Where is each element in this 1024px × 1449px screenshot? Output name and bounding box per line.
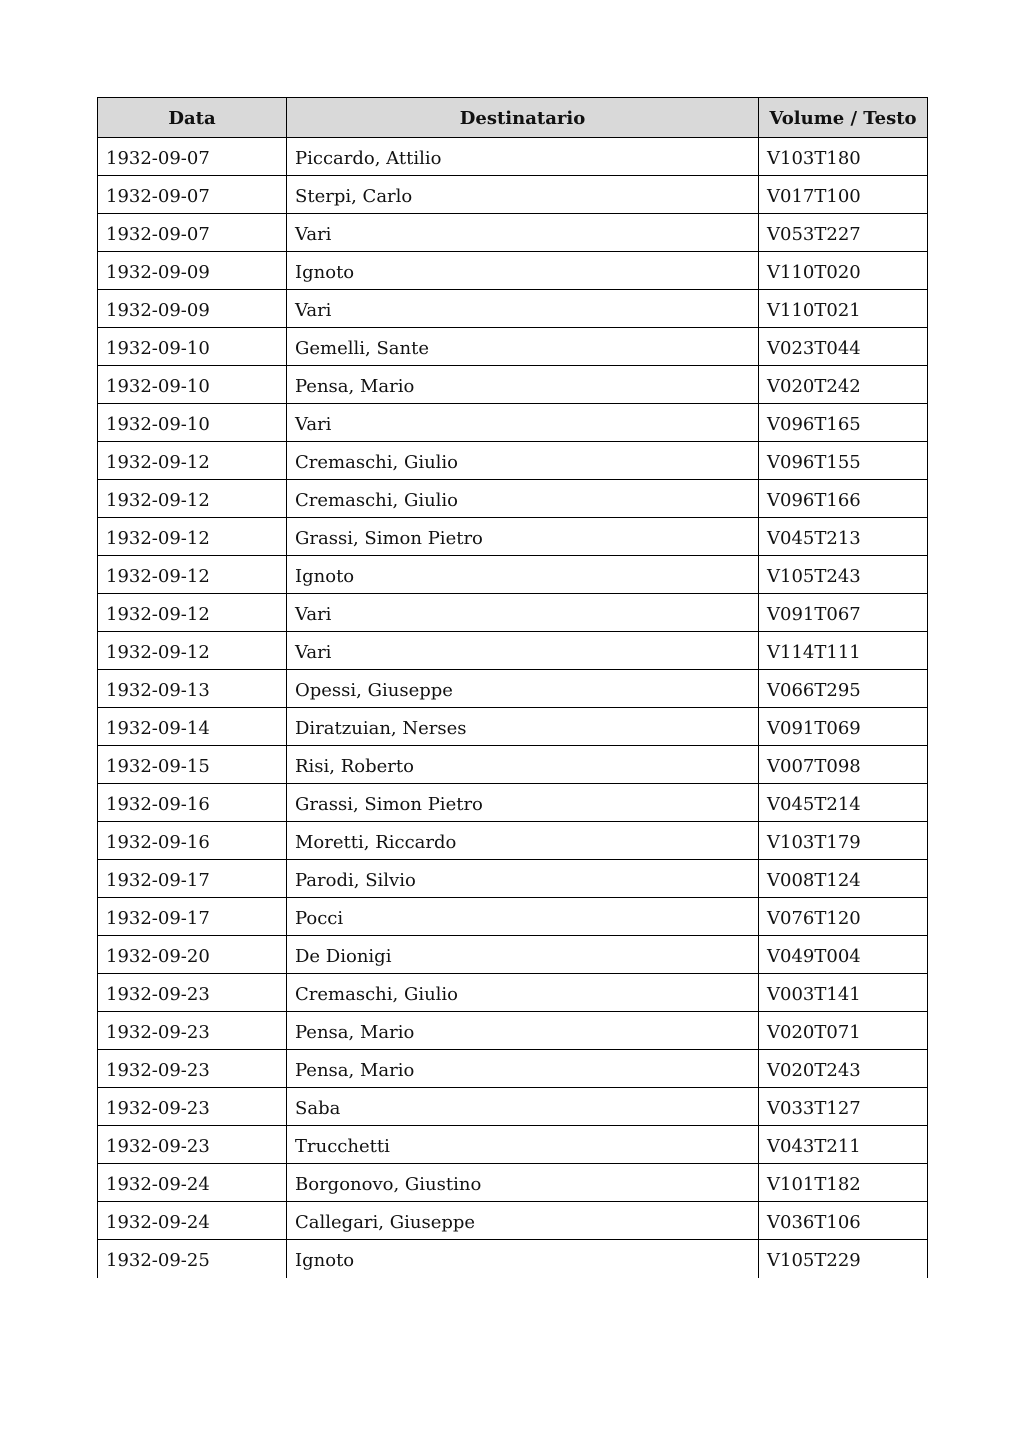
table-body <box>98 138 928 1278</box>
recipient-cell: Vari <box>287 214 759 252</box>
table-row <box>98 442 928 480</box>
date-cell: 1932-09-16 <box>98 822 287 860</box>
volume-text-cell: V105T229 <box>759 1240 928 1278</box>
date-cell: 1932-09-12 <box>98 632 287 670</box>
date-cell: 1932-09-24 <box>98 1202 287 1240</box>
volume-text-cell: V066T295 <box>759 670 928 708</box>
date-cell: 1932-09-12 <box>98 594 287 632</box>
date-cell: 1932-09-07 <box>98 176 287 214</box>
volume-text-cell: V053T227 <box>759 214 928 252</box>
table-row <box>98 1126 928 1164</box>
date-cell: 1932-09-23 <box>98 974 287 1012</box>
table-row <box>98 822 928 860</box>
table-row <box>98 1012 928 1050</box>
table-row <box>98 138 928 176</box>
recipient-cell: Ignoto <box>287 252 759 290</box>
recipient-cell: Pensa, Mario <box>287 366 759 404</box>
recipient-cell: Vari <box>287 404 759 442</box>
date-cell: 1932-09-10 <box>98 404 287 442</box>
recipient-cell: Vari <box>287 290 759 328</box>
volume-text-cell: V103T179 <box>759 822 928 860</box>
letters-table <box>97 97 928 1278</box>
date-cell: 1932-09-16 <box>98 784 287 822</box>
volume-text-cell: V033T127 <box>759 1088 928 1126</box>
volume-text-cell: V007T098 <box>759 746 928 784</box>
table-row <box>98 290 928 328</box>
volume-text-cell: V091T069 <box>759 708 928 746</box>
date-cell: 1932-09-13 <box>98 670 287 708</box>
table-row <box>98 1088 928 1126</box>
recipient-cell: Trucchetti <box>287 1126 759 1164</box>
volume-text-cell: V103T180 <box>759 138 928 176</box>
volume-text-cell: V045T213 <box>759 518 928 556</box>
volume-text-cell: V003T141 <box>759 974 928 1012</box>
recipient-cell: De Dionigi <box>287 936 759 974</box>
date-cell: 1932-09-23 <box>98 1012 287 1050</box>
table-row <box>98 784 928 822</box>
table-row <box>98 518 928 556</box>
table-row <box>98 936 928 974</box>
table-row <box>98 860 928 898</box>
table-row <box>98 594 928 632</box>
table-row <box>98 214 928 252</box>
volume-text-cell: V020T071 <box>759 1012 928 1050</box>
recipient-cell: Pocci <box>287 898 759 936</box>
recipient-cell: Gemelli, Sante <box>287 328 759 366</box>
recipient-cell: Callegari, Giuseppe <box>287 1202 759 1240</box>
table-header-row <box>98 98 928 138</box>
column-header-volume-text: Volume / Testo <box>759 98 928 138</box>
recipient-cell: Diratzuian, Nerses <box>287 708 759 746</box>
table-row <box>98 670 928 708</box>
recipient-cell: Sterpi, Carlo <box>287 176 759 214</box>
volume-text-cell: V036T106 <box>759 1202 928 1240</box>
recipient-cell: Cremaschi, Giulio <box>287 974 759 1012</box>
table-row <box>98 556 928 594</box>
date-cell: 1932-09-12 <box>98 518 287 556</box>
table-row <box>98 632 928 670</box>
date-cell: 1932-09-15 <box>98 746 287 784</box>
table-row <box>98 974 928 1012</box>
volume-text-cell: V105T243 <box>759 556 928 594</box>
recipient-cell: Saba <box>287 1088 759 1126</box>
recipient-cell: Moretti, Riccardo <box>287 822 759 860</box>
recipient-cell: Risi, Roberto <box>287 746 759 784</box>
table-row <box>98 746 928 784</box>
table-row <box>98 252 928 290</box>
volume-text-cell: V043T211 <box>759 1126 928 1164</box>
table-row <box>98 1050 928 1088</box>
recipient-cell: Pensa, Mario <box>287 1012 759 1050</box>
recipient-cell: Vari <box>287 594 759 632</box>
table-row <box>98 366 928 404</box>
recipient-cell: Ignoto <box>287 556 759 594</box>
date-cell: 1932-09-23 <box>98 1126 287 1164</box>
date-cell: 1932-09-12 <box>98 556 287 594</box>
recipient-cell: Opessi, Giuseppe <box>287 670 759 708</box>
date-cell: 1932-09-09 <box>98 252 287 290</box>
volume-text-cell: V076T120 <box>759 898 928 936</box>
date-cell: 1932-09-09 <box>98 290 287 328</box>
date-cell: 1932-09-17 <box>98 898 287 936</box>
recipient-cell: Borgonovo, Giustino <box>287 1164 759 1202</box>
date-cell: 1932-09-10 <box>98 366 287 404</box>
date-cell: 1932-09-10 <box>98 328 287 366</box>
volume-text-cell: V091T067 <box>759 594 928 632</box>
recipient-cell: Grassi, Simon Pietro <box>287 518 759 556</box>
date-cell: 1932-09-25 <box>98 1240 287 1278</box>
table-row <box>98 328 928 366</box>
volume-text-cell: V096T155 <box>759 442 928 480</box>
column-header-recipient: Destinatario <box>287 98 759 138</box>
recipient-cell: Cremaschi, Giulio <box>287 442 759 480</box>
recipient-cell: Piccardo, Attilio <box>287 138 759 176</box>
table-row <box>98 1202 928 1240</box>
volume-text-cell: V096T166 <box>759 480 928 518</box>
date-cell: 1932-09-17 <box>98 860 287 898</box>
table-row <box>98 898 928 936</box>
table-row <box>98 1164 928 1202</box>
table-row <box>98 176 928 214</box>
volume-text-cell: V017T100 <box>759 176 928 214</box>
date-cell: 1932-09-12 <box>98 442 287 480</box>
recipient-cell: Vari <box>287 632 759 670</box>
recipient-cell: Cremaschi, Giulio <box>287 480 759 518</box>
date-cell: 1932-09-12 <box>98 480 287 518</box>
date-cell: 1932-09-24 <box>98 1164 287 1202</box>
date-cell: 1932-09-23 <box>98 1088 287 1126</box>
table-row <box>98 480 928 518</box>
date-cell: 1932-09-07 <box>98 214 287 252</box>
table-row <box>98 1240 928 1278</box>
date-cell: 1932-09-07 <box>98 138 287 176</box>
table-row <box>98 404 928 442</box>
recipient-cell: Parodi, Silvio <box>287 860 759 898</box>
recipient-cell: Grassi, Simon Pietro <box>287 784 759 822</box>
volume-text-cell: V110T021 <box>759 290 928 328</box>
volume-text-cell: V008T124 <box>759 860 928 898</box>
volume-text-cell: V023T044 <box>759 328 928 366</box>
volume-text-cell: V110T020 <box>759 252 928 290</box>
volume-text-cell: V020T243 <box>759 1050 928 1088</box>
volume-text-cell: V049T004 <box>759 936 928 974</box>
recipient-cell: Ignoto <box>287 1240 759 1278</box>
date-cell: 1932-09-23 <box>98 1050 287 1088</box>
volume-text-cell: V114T111 <box>759 632 928 670</box>
volume-text-cell: V101T182 <box>759 1164 928 1202</box>
volume-text-cell: V020T242 <box>759 366 928 404</box>
table-row <box>98 708 928 746</box>
volume-text-cell: V045T214 <box>759 784 928 822</box>
date-cell: 1932-09-14 <box>98 708 287 746</box>
recipient-cell: Pensa, Mario <box>287 1050 759 1088</box>
volume-text-cell: V096T165 <box>759 404 928 442</box>
date-cell: 1932-09-20 <box>98 936 287 974</box>
column-header-date: Data <box>98 98 287 138</box>
